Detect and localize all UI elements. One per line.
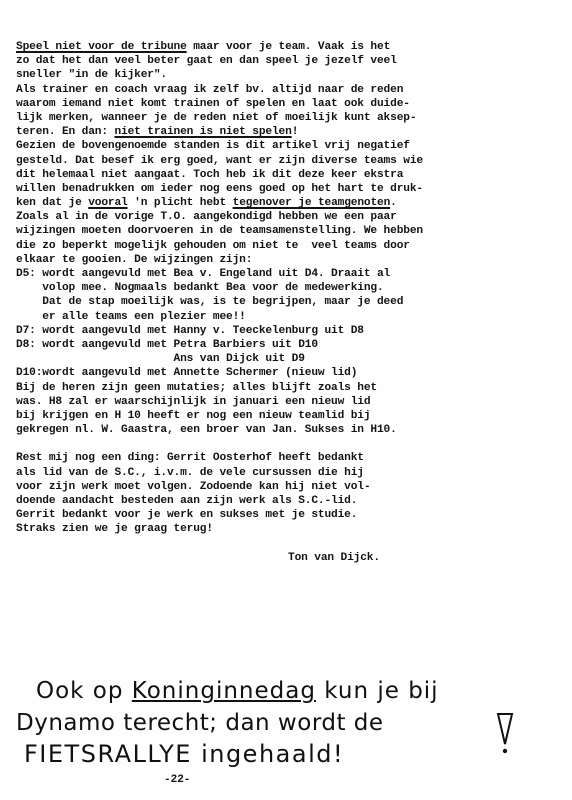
text-line: D8: wordt aangevuld met Petra Barbiers uit D10 xyxy=(16,338,318,351)
text-line: die zo beperkt mogelijk gehouden om niet te veel teams door xyxy=(16,239,410,252)
text-line: er alle teams een plezier mee!! xyxy=(16,310,246,323)
underlined-phrase: vooral xyxy=(88,197,128,210)
text-line: Ans van Dijck uit D9 xyxy=(16,353,305,366)
text-line: willen benadrukken om ieder nog eens goed op het hart te druk- xyxy=(16,182,423,195)
text-line: D10:wordt aangevuld met Annette Schermer (nieuw lid) xyxy=(16,367,358,380)
text-line: Zoals al in de vorige T.O. aangekondigd hebben we een paar xyxy=(16,211,397,224)
text-line: elkaar te gooien. De wijzingen zijn: xyxy=(16,253,253,266)
text-line: doende aandacht besteden aan zijn werk als S.C.-lid. xyxy=(16,495,358,507)
text-line: lijk merken, wanneer je de reden niet of moeilijk kunt aksep- xyxy=(16,111,417,124)
handwritten-line-1: Ook op Koninginnedag kun je bij xyxy=(36,678,439,704)
exclamation-mark-drawing xyxy=(496,712,514,756)
text-line: ken dat je vooral 'n plicht hebt tegenover je teamgenoten. xyxy=(16,197,397,210)
handwritten-line-3: FIETSRALLYE ingehaald! xyxy=(24,740,345,768)
handwritten-line-2: Dynamo terecht; dan wordt de xyxy=(16,710,384,736)
text-line: sneller "in de kijker". xyxy=(16,69,167,82)
blank-line xyxy=(16,437,556,451)
text-line: D5: wordt aangevuld met Bea v. Engeland uit D4. Draait al xyxy=(16,268,391,280)
text-line xyxy=(16,40,556,54)
text-line: voor zijn werk moet volgen. Zodoende kan hij niet vol- xyxy=(16,480,371,493)
text-line: was. H8 zal er waarschijnlijk in januari een nieuw lid xyxy=(16,395,371,408)
text-line: gesteld. Dat besef ik erg goed, want er zijn diverse teams wie xyxy=(16,154,423,167)
text-line: Dat de stap moeilijk was, is te begrijpen, maar je deed xyxy=(16,296,404,309)
text-line: Gerrit bedankt voor je werk en sukses met je studie. xyxy=(16,509,358,522)
text-line: gekregen nl. W. Gaastra, een broer van Jan. Sukses in H10. xyxy=(16,424,397,437)
blank-line xyxy=(16,537,556,551)
text-line: teren. En dan: niet trainen is niet spelen! xyxy=(16,126,299,139)
typed-text-block xyxy=(16,40,556,565)
text-line: volop mee. Nogmaals bedankt Bea voor de medewerking. xyxy=(16,282,384,295)
underlined-phrase: Speel niet voor de tribune xyxy=(16,41,187,53)
text-line: Rest mij nog een ding: Gerrit Oosterhof heeft bedankt xyxy=(16,452,364,465)
text-line: wijzingen moeten doorvoeren in de teamsamenstelling. We hebben xyxy=(16,225,423,238)
text-line: Als trainer en coach vraag ik zelf bv. altijd naar de reden xyxy=(16,83,404,96)
text-line: Straks zien we je graag terug! xyxy=(16,523,213,536)
signature: Ton van Dijck. xyxy=(288,551,380,564)
underlined-phrase: niet trainen is niet spelen xyxy=(114,126,292,139)
line-rest: maar voor je team. Vaak is het xyxy=(186,41,391,53)
text-line: waarom iemand niet komt trainen of spelen en laat ook duide- xyxy=(16,97,410,110)
text-line: dit helemaal niet aangaat. Toch heb ik dit deze keer ekstra xyxy=(16,168,404,181)
underlined-phrase: tegenover je teamgenoten xyxy=(232,197,391,210)
text-line: zo dat het dan veel beter gaat en dan speel je jezelf veel xyxy=(16,55,397,68)
text-line: als lid van de S.C., i.v.m. de vele cursussen die hij xyxy=(16,466,364,479)
text-line: Bij de heren zijn geen mutaties; alles blijft zoals het xyxy=(16,381,377,394)
page-number: -22- xyxy=(164,774,191,786)
text-line: bij krijgen en H 10 heeft er nog een nieuw teamlid bij xyxy=(16,409,371,422)
handwritten-underlined-word: Koninginnedag xyxy=(131,678,316,704)
text-line: Gezien de bovengenoemde standen is dit artikel vrij negatief xyxy=(16,140,410,153)
text-line: D7: wordt aangevuld met Hanny v. Teeckelenburg uit D8 xyxy=(16,324,364,337)
